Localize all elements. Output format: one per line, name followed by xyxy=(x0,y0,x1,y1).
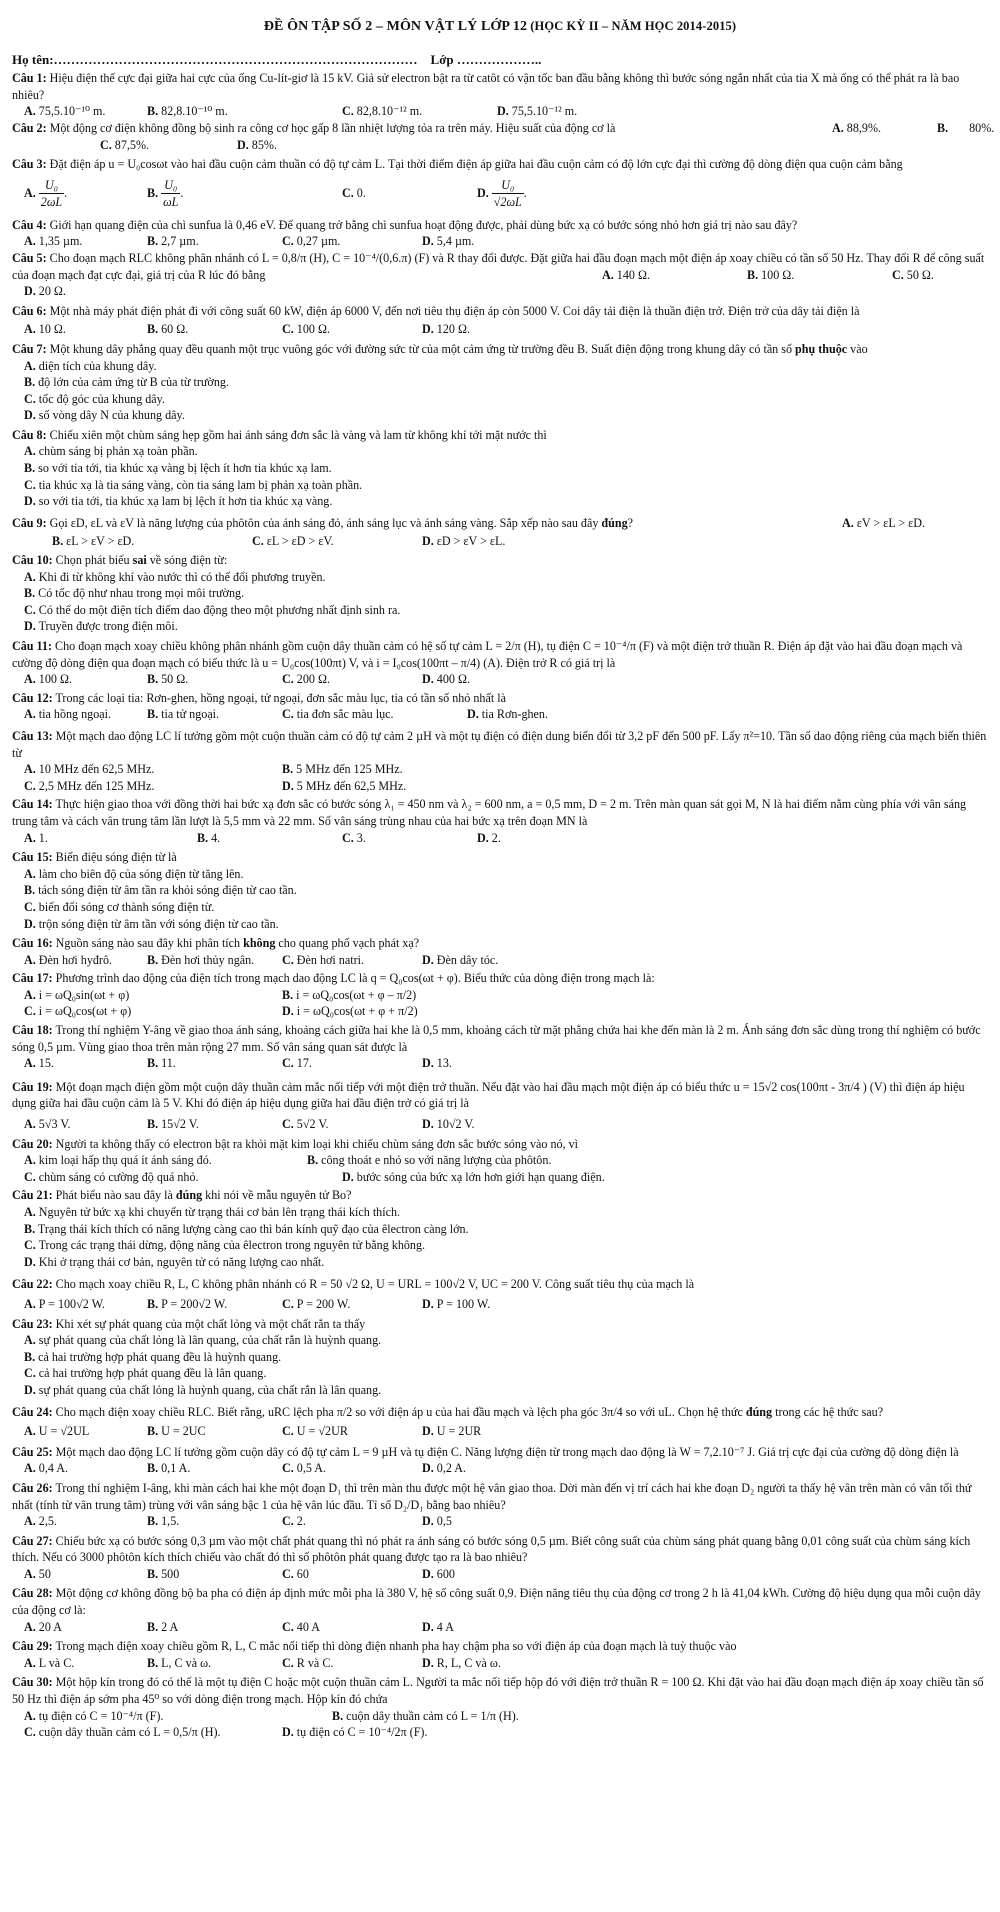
option-a[interactable]: A. diện tích của khung dây. xyxy=(24,358,157,373)
exam-title-main: ĐỀ ÔN TẬP SỐ 2 – MÔN VẬT LÝ LỚP 12 xyxy=(263,19,528,34)
question-number: Câu 5: xyxy=(12,250,47,265)
question-number: Câu 3: xyxy=(12,157,47,172)
options-list xyxy=(24,569,988,635)
question-number: Câu 7: xyxy=(12,341,47,356)
option-d[interactable]: D. 75,5.10⁻¹² m. xyxy=(497,104,578,119)
option-c[interactable]: C. P = 200 W. xyxy=(282,1296,351,1311)
question-27 xyxy=(12,1533,988,1566)
question-12 xyxy=(12,690,988,707)
question-number: Câu 21: xyxy=(12,1188,53,1203)
option-b[interactable]: B. độ lớn của cảm ứng từ B của từ trường. xyxy=(24,375,229,390)
question-1 xyxy=(12,70,988,103)
question-stem: Giới hạn quang điện của chì sunfua là 0,46 eV. Để quang trở bằng chì sunfua hoạt động được, phải dùng bức xạ có bước sóng nhỏ hơn giá trị nào sau đây? xyxy=(46,217,798,232)
question-22 xyxy=(12,1276,988,1293)
option-a[interactable]: A. 50 xyxy=(24,1566,51,1581)
question-number: Câu 26: xyxy=(12,1480,53,1495)
question-24: Câu 24: Cho mạch điện xoay chiều RLC. Biết rằng, uRC lệch pha π/2 so với điện áp u của hai đầu mạch và lệch pha góc 3π/4 so với uL. Chọn hệ thức đúng trong các hệ thức sau? xyxy=(12,1404,884,1419)
option-c[interactable]: C. U = √2UR xyxy=(282,1424,348,1439)
option-d[interactable]: D. trộn sóng điện từ âm tần với sóng điện từ cao tần. xyxy=(24,916,279,931)
option-c[interactable]: C. 82,8.10⁻¹² m. xyxy=(342,104,423,119)
question-number: Câu 18: xyxy=(12,1023,53,1038)
question-stem: Cho đoạn mạch xoay chiều không phân nhánh gồm cuộn dây thuần cảm có hệ số tự cảm L = 2/π (H), tụ điện C = 10⁻⁴/π (F) và một điện trở thuần R. Điện áp đặt vào hai đầu đoạn mạch và cường độ dòng điện qua đoạn mạch có biểu thức là u = U₀cos(100πt) V, và i = I₀cos(100πt – π/4) (A). Điện trở R có giá trị là xyxy=(12,639,963,670)
question-stem: Một khung dây phẳng quay đều quanh một trục vuông góc với đường sức từ của một cảm ứng từ trường đều B. Suất điện động trong khung dây có tần số xyxy=(46,341,796,356)
option-c[interactable]: C. 200 Ω. xyxy=(282,672,330,687)
option-b[interactable]: B. i = ωQ₀cos(ωt + φ – π/2) xyxy=(282,987,417,1002)
option-d[interactable]: D. 4 A xyxy=(422,1619,454,1634)
option-b[interactable]: B. tia tử ngoại. xyxy=(147,707,220,722)
question-number: Câu 24: xyxy=(12,1404,53,1419)
question-number: Câu 25: xyxy=(12,1444,53,1459)
option-c[interactable]: C. 100 Ω. xyxy=(282,322,330,337)
question-stem: Một đoạn mạch điện gồm một cuộn dây thuần cảm mắc nối tiếp với một điện trở thuần. Nếu đặt vào hai đầu mạch một điện áp có biểu thức u = 15√2 cos(100πt - 3π/4 ) (V) thì điện áp hiệu dụng giữa hai đầu cuộn cảm là 5 V. Khi đó điện áp hiệu dụng giữa hai đầu điện trở có giá trị là xyxy=(12,1079,965,1111)
question-stem: Gọi εD, εL và εV là năng lượng của phôtôn của ánh sáng đỏ, ánh sáng lục và ánh sáng vàng. Sắp xếp nào sau đây xyxy=(46,515,602,530)
question-stem: Trong các loại tia: Rơn-ghen, hồng ngoại, tử ngoại, đơn sắc màu lục, tia có tần số nhỏ nhất là xyxy=(52,690,506,705)
option-b[interactable]: B. 100 Ω. xyxy=(747,267,795,282)
options-row xyxy=(12,830,988,847)
question-stem: Chọn phát biểu xyxy=(52,553,133,568)
question-stem: Chiếu bức xạ có bước sóng 0,3 µm vào một chất phát quang thì nó phát ra ánh sáng có bước sóng 0,5 µm. Biết công suất của chùm sáng phát quang bằng 0,01 công suất của chùm sáng kích thích. Nếu có 3000 phôtôn kích thích chiếu vào chất đó thì số phôtôn phát quang được tạo ra là bao nhiêu? xyxy=(12,1533,971,1565)
options-row xyxy=(12,778,988,795)
option-b[interactable]: B. 4. xyxy=(197,830,221,845)
question-17 xyxy=(12,970,988,987)
question-number: Câu 16: xyxy=(12,936,53,951)
option-d[interactable]: D. tia Rơn-ghen. xyxy=(467,707,548,722)
question-number: Câu 13: xyxy=(12,728,53,743)
option-a[interactable]: A. 20 A xyxy=(24,1619,62,1634)
options-row xyxy=(12,1513,988,1530)
options-list xyxy=(24,443,988,509)
option-a[interactable]: A. tụ điện có C = 10⁻⁴/π (F). xyxy=(24,1708,164,1723)
options-row xyxy=(12,761,988,778)
option-d[interactable]: D. 0,5 xyxy=(422,1514,452,1529)
option-a[interactable]: A. 88,9%. xyxy=(832,120,882,135)
question-number: Câu 10: xyxy=(12,553,53,568)
options-row xyxy=(12,283,988,300)
option-d[interactable]: D. bước sóng của bức xạ lớn hơn giới hạn quang điện. xyxy=(342,1169,605,1184)
options-row xyxy=(12,1619,988,1636)
question-number: Câu 29: xyxy=(12,1639,53,1654)
option-b[interactable]: B. tách sóng điện từ âm tần ra khỏi sóng điện từ cao tần. xyxy=(24,883,297,898)
question-number: Câu 17: xyxy=(12,971,53,986)
question-number: Câu 8: xyxy=(12,427,47,442)
options-list xyxy=(24,358,988,424)
question-stem: Nguồn sáng nào sau đây khi phân tích xyxy=(52,936,244,951)
option-d[interactable]: D. tụ điện có C = 10⁻⁴/2π (F). xyxy=(282,1725,428,1740)
question-number: Câu 2: xyxy=(12,120,47,135)
option-d[interactable]: D. 400 Ω. xyxy=(422,672,470,687)
question-stem: Người ta không thấy có electron bật ra khỏi mặt kim loại khi chiếu chùm sáng đơn sắc bước sóng vào nó, vì xyxy=(52,1136,578,1151)
option-a[interactable]: A. εV > εL > εD. xyxy=(842,515,925,530)
question-stem: Cho mạch xoay chiều R, L, C không phân nhánh có R = 50 √2 Ω, U = URL = 100√2 V, UC = 200 V. Công suất tiêu thụ của mạch là xyxy=(52,1277,695,1292)
question-number: Câu 14: xyxy=(12,797,53,812)
question-stem: Một động cơ không đồng bộ ba pha có điện áp định mức mỗi pha là 380 V, hệ số công suất 0,9. Điện năng tiêu thụ của động cơ trong 2 h là 41,04 kWh. Cường độ hiệu dụng qua mỗi cuộn dây của động cơ là: xyxy=(12,1586,981,1618)
question-stem: Một nhà máy phát điện phát đi với công suất 60 kW, điện áp 6000 V, đến nơi tiêu thụ điện áp còn 5000 V. Coi dây tải điện là thuần điện trở. Điện trở của dây tải điện là xyxy=(46,303,860,318)
option-b[interactable]: B. P = 200√2 W. xyxy=(147,1296,228,1311)
options-row xyxy=(12,671,988,688)
question-number: Câu 15: xyxy=(12,850,53,865)
question-18 xyxy=(12,1022,988,1055)
question-16: Câu 16: Nguồn sáng nào sau đây khi phân tích không cho quang phổ vạch phát xạ? xyxy=(12,936,420,951)
question-3 xyxy=(12,156,988,173)
option-c[interactable]: C. 0,5 A. xyxy=(282,1461,327,1476)
options-row xyxy=(12,706,988,723)
option-b[interactable]: B. U = 2UC xyxy=(147,1424,206,1439)
option-b[interactable]: B. 5 MHz đến 125 MHz. xyxy=(282,762,403,777)
option-b[interactable]: B. Đèn hơi thủy ngân. xyxy=(147,952,255,967)
option-b[interactable]: B. Có tốc độ như nhau trong mọi môi trường. xyxy=(24,586,245,601)
option-d[interactable]: D. 5,4 µm. xyxy=(422,234,475,249)
option-c[interactable]: C. cuộn dây thuần cảm có L = 0,5/π (H). xyxy=(24,1725,221,1740)
question-number: Câu 11: xyxy=(12,639,52,653)
option-c[interactable]: C. εL > εD > εV. xyxy=(252,534,334,549)
options-row xyxy=(12,1655,988,1672)
question-stem: Phương trình dao động của điện tích trong mạch dao động LC là q = Q₀cos(ωt + φ). Biểu thức của dòng điện trong mạch là: xyxy=(52,971,655,986)
option-a[interactable]: A. 140 Ω. xyxy=(602,267,650,282)
question-number: Câu 27: xyxy=(12,1533,53,1548)
options-row xyxy=(12,987,988,1004)
question-number: Câu 22: xyxy=(12,1277,53,1292)
option-c[interactable]: C. 40 A xyxy=(282,1619,320,1634)
question-29 xyxy=(12,1638,988,1655)
option-b[interactable]: B. 2 A xyxy=(147,1619,179,1634)
option-a[interactable]: A. P = 100√2 W. xyxy=(24,1296,105,1311)
question-number: Câu 19: xyxy=(12,1079,53,1094)
question-stem: Thực hiện giao thoa với đồng thời hai bức xạ đơn sắc có bước sóng λ₁ = 450 nm và λ₂ = 600 nm, a = 0,5 mm, D = 2 m. Trên màn quan sát gọi M, N là hai điểm nằm cùng phía với vân sáng trung tâm và cách vân trung tâm lần lượt là 5,5 mm và 22 mm. Số vân sáng trùng nhau của hai bức xạ trên đoạn MN là xyxy=(12,797,967,828)
question-stem: Đặt điện áp u = U₀cosωt vào hai đầu cuộn cảm thuần có độ tự cảm L. Tại thời điểm điện áp giữa hai đầu cuộn cảm có độ lớn cực đại thì cường độ dòng điện qua cuộn cảm bằng xyxy=(46,157,903,172)
question-stem: Một mạch dao động LC lí tưởng gồm một cuộn thuần cảm có độ tự cảm 2 µH và một tụ điện có điện dung biến đổi từ 3,2 pF đến 500 pF. Lấy π²=10. Tần số dao động riêng của mạch biến thiên từ xyxy=(12,728,987,760)
options-row xyxy=(12,1460,988,1477)
question-stem: Chiếu xiên một chùm sáng hẹp gồm hai ánh sáng đơn sắc là vàng và lam từ không khí tới mặt nước thì xyxy=(46,427,547,442)
option-d[interactable]: D. 600 xyxy=(422,1566,455,1581)
option-c[interactable]: C. i = ωQ₀cos(ωt + φ) xyxy=(24,1004,132,1019)
options-row xyxy=(12,137,988,154)
question-30 xyxy=(12,1674,988,1707)
option-b[interactable]: B. cuộn dây thuần cảm có L = 1/π (H). xyxy=(332,1708,519,1723)
question-stem: Trong thí nghiệm I-âng, khi màn cách hai khe một đoạn D₁ thì trên màn thu được một hệ vân giao thoa. Dời màn đến vị trí cách hai khe đoạn D₂ người ta thấy hệ vân trên màn có vân tối thứ nhất (tính từ vân trung tâm) trùng với vân sáng bậc 1 của hệ vân lúc đầu. Tỉ số D₂/D₁ bằng bao nhiêu? xyxy=(12,1480,972,1512)
question-stem: Cho mạch điện xoay chiều RLC. Biết rằng, uRC lệch pha π/2 so với điện áp u của hai đầu mạch và lệch pha góc 3π/4 so với uL. Chọn hệ thức xyxy=(52,1404,746,1419)
question-stem: Khi xét sự phát quang của một chất lỏng và một chất rắn ta thấy xyxy=(52,1316,366,1331)
options-list xyxy=(24,866,988,932)
options-row xyxy=(12,1003,988,1020)
question-number: Câu 1: xyxy=(12,71,47,86)
option-c[interactable]: C. 2,5 MHz đến 125 MHz. xyxy=(24,778,155,793)
option-b[interactable]: B. 0,1 A. xyxy=(147,1461,191,1476)
option-a[interactable]: A. tia hồng ngoại. xyxy=(24,707,112,722)
option-b[interactable]: B. 1,5. xyxy=(147,1514,180,1529)
option-a[interactable]: A. 10 MHz đến 62,5 MHz. xyxy=(24,762,155,777)
option-a[interactable]: A. Đèn hơi hyđrô. xyxy=(24,952,113,967)
question-13 xyxy=(12,728,988,761)
options-row xyxy=(12,267,988,284)
question-4 xyxy=(12,217,988,234)
option-a[interactable]: A. 15. xyxy=(24,1056,54,1071)
question-10: Câu 10: Chọn phát biểu sai về sóng điện từ: xyxy=(12,553,228,568)
question-stem: Một hộp kín trong đó có thể là một tụ điện C hoặc một cuộn thuần cảm L. Người ta mắc nối tiếp hộp đó với điện trở thuần R = 100 Ω. Khi đặt vào hai đầu đoạn mạch điện áp xoay chiều tần số 50 Hz thì điện áp sớm pha 45⁰ so với dòng điện trong mạch. Hộp kín đó chứa xyxy=(12,1675,984,1707)
options-row xyxy=(12,233,988,250)
option-d[interactable]: D. U = 2UR xyxy=(422,1424,482,1439)
question-stem: Một động cơ điện không đồng bộ sinh ra công cơ học gấp 8 lần nhiệt lượng tỏa ra trên máy. Hiệu suất của động cơ là xyxy=(46,120,616,135)
option-d[interactable]: D. 0,2 A. xyxy=(422,1461,467,1476)
option-c[interactable]: C. 60 xyxy=(282,1566,309,1581)
option-c[interactable]: C. 0,27 µm. xyxy=(282,234,341,249)
options-row xyxy=(12,1708,988,1725)
option-a[interactable]: A. 0,4 A. xyxy=(24,1461,69,1476)
option-c[interactable]: C. tia đơn sắc màu lục. xyxy=(282,707,394,722)
option-a[interactable]: A. Khi đi từ không khí vào nước thì có thể đổi phương truyền. xyxy=(24,569,326,584)
student-name-line: Họ tên:………………………………………………………………………… Lớp ……………….. xyxy=(12,51,542,67)
option-b[interactable]: B. $\frac{\text{U₀}}{\omega L}$ . xyxy=(147,177,184,210)
question-stem: Trong thí nghiệm Y-âng về giao thoa ánh sáng, khoảng cách giữa hai khe là 0,5 mm, khoảng cách từ mặt phẳng chứa hai khe đến màn là 2 m. Ánh sáng đơn sắc dùng trong thí nghiệm có bước sóng 0,5 µm. Vùng giao thoa trên màn rộng 27 mm. Số vân sáng quan sát được là xyxy=(12,1023,981,1054)
question-number: Câu 28: xyxy=(12,1586,53,1601)
option-c[interactable]: C. 87,5%. xyxy=(100,137,150,152)
option-c[interactable]: C. biến đổi sóng cơ thành sóng điện từ. xyxy=(24,899,215,914)
option-b[interactable]: B. 2,7 µm. xyxy=(147,234,199,249)
question-stem: Biến điệu sóng điện từ là xyxy=(52,850,177,865)
option-d[interactable]: D. 120 Ω. xyxy=(422,322,470,337)
option-a[interactable]: A. Nguyên tử bức xạ khi chuyển từ trạng thái cơ bản lên trạng thái kích thích. xyxy=(24,1205,401,1219)
option-a[interactable]: A. sự phát quang của chất lỏng là lân quang, của chất rắn là huỳnh quang. xyxy=(24,1333,382,1348)
option-c[interactable]: C. 5√2 V. xyxy=(282,1117,329,1132)
option-d[interactable]: D. Truyền được trong điện môi. xyxy=(24,619,178,634)
option-b[interactable]: B. 11. xyxy=(147,1056,176,1071)
option-d[interactable]: D. sự phát quang của chất lỏng là huỳnh quang, của chất rắn là lân quang. xyxy=(24,1382,382,1397)
option-a[interactable]: A. i = ωQ₀sin(ωt + φ) xyxy=(24,987,130,1002)
question-15 xyxy=(12,849,988,866)
option-b[interactable]: B. 500 xyxy=(147,1566,180,1581)
question-stem: Hiệu điện thế cực đại giữa hai cực của ống Cu-lít-giơ là 15 kV. Giả sử electron bật ra từ catôt có vận tốc ban đầu bằng không thì bước sóng ngắn nhất của tia X mà ống có thể phát ra là bao nhiêu? xyxy=(12,71,960,102)
options-row xyxy=(12,1169,988,1186)
option-c[interactable]: C. chùm sáng có cường độ quá nhỏ. xyxy=(24,1169,199,1184)
option-b[interactable]: B. 60 Ω. xyxy=(147,322,189,337)
option-a[interactable]: A. 100 Ω. xyxy=(24,672,72,687)
option-a[interactable]: A. 10 Ω. xyxy=(24,322,66,337)
option-a[interactable]: A. 2,5. xyxy=(24,1514,57,1529)
option-a[interactable]: A. kim loại hấp thụ quá ít ánh sáng đó. xyxy=(24,1153,212,1168)
option-a[interactable]: A. U = √2UL xyxy=(24,1424,90,1439)
option-d[interactable]: D. Khi ở trạng thái cơ bản, nguyên tử có năng lượng cao nhất. xyxy=(24,1254,325,1269)
option-a[interactable]: A. 1. xyxy=(24,830,48,845)
question-6 xyxy=(12,303,988,320)
option-a[interactable]: A. 5√3 V. xyxy=(24,1117,71,1132)
option-d[interactable]: D. 13. xyxy=(422,1056,452,1071)
options-row xyxy=(12,103,988,120)
option-b[interactable]: B. cả hai trường hợp phát quang đều là huỳnh quang. xyxy=(24,1349,282,1364)
question-9: Câu 9: Gọi εD, εL và εV là năng lượng của phôtôn của ánh sáng đỏ, ánh sáng lục và ánh sáng vàng. Sắp xếp nào sau đây đúng? A. εV > εL > εD. xyxy=(12,515,925,530)
question-14 xyxy=(12,796,988,829)
option-d[interactable]: D. R, L, C và ω. xyxy=(422,1655,501,1670)
question-7: Câu 7: Một khung dây phẳng quay đều quanh một trục vuông góc với đường sức từ của một cảm ứng từ trường đều B. Suất điện động trong khung dây có tần số phụ thuộc vào xyxy=(12,341,868,356)
options-row xyxy=(12,1724,988,1741)
question-26 xyxy=(12,1480,988,1513)
question-25 xyxy=(12,1444,988,1461)
option-d[interactable]: D. i = ωQ₀cos(ωt + φ + π/2) xyxy=(282,1004,418,1019)
option-d[interactable]: D. Đèn dây tóc. xyxy=(422,952,499,967)
option-c[interactable]: C. 3. xyxy=(342,830,366,845)
option-d[interactable]: D. εD > εV > εL. xyxy=(422,534,506,549)
options-row xyxy=(12,321,988,338)
question-8 xyxy=(12,427,988,444)
question-number: Câu 6: xyxy=(12,303,47,318)
option-c[interactable]: C. Đèn hơi natri. xyxy=(282,952,364,967)
option-b[interactable]: B. εL > εV > εD. xyxy=(52,534,135,549)
option-c[interactable]: C. Có thể do một điện tích điểm dao động theo một phương nhất định sinh ra. xyxy=(24,602,401,617)
question-28 xyxy=(12,1585,988,1618)
options-row xyxy=(12,1055,988,1072)
options-row xyxy=(12,173,988,213)
question-19 xyxy=(12,1079,988,1112)
options-row xyxy=(12,1296,988,1313)
options-row xyxy=(12,1566,988,1583)
option-a[interactable]: A. L và C. xyxy=(24,1655,75,1670)
option-b[interactable]: B. 82,8.10⁻¹⁰ m. xyxy=(147,104,228,119)
question-stem: Phát biểu nào sau đây là xyxy=(52,1188,176,1203)
option-b[interactable]: B. so với tia tới, tia khúc xạ vàng bị lệch ít hơn tia khúc xạ lam. xyxy=(24,461,332,476)
option-c[interactable]: C. Trong các trạng thái dừng, động năng của êlectron trong nguyên tử bằng không. xyxy=(24,1238,426,1253)
option-c[interactable]: C. 17. xyxy=(282,1056,312,1071)
option-c[interactable]: C. 2. xyxy=(282,1514,306,1529)
option-c[interactable]: C. 50 Ω. xyxy=(892,267,934,282)
option-b[interactable]: B. Trạng thái kích thích có năng lượng càng cao thì bán kính quỹ đạo của êlectron càng lớn. xyxy=(24,1221,469,1236)
options-row xyxy=(12,1423,988,1440)
question-20 xyxy=(12,1136,988,1153)
question-2 xyxy=(12,120,995,137)
options-list xyxy=(24,1204,988,1270)
option-b[interactable]: B. công thoát e nhỏ so với năng lượng của phôtôn. xyxy=(307,1153,552,1168)
question-11 xyxy=(12,638,988,671)
options-row xyxy=(12,1152,988,1169)
question-number: Câu 20: xyxy=(12,1136,53,1151)
option-d[interactable]: D. P = 100 W. xyxy=(422,1296,491,1311)
question-number: Câu 30: xyxy=(12,1675,53,1690)
option-c[interactable]: C. 0. xyxy=(342,185,366,200)
option-c[interactable]: C. cả hai trường hợp phát quang đều là lân quang. xyxy=(24,1366,267,1381)
option-a[interactable]: A. chùm sáng bị phản xạ toàn phần. xyxy=(24,444,198,459)
options-row xyxy=(12,1116,988,1133)
question-number: Câu 4: xyxy=(12,217,47,232)
option-b[interactable]: B. 15√2 V. xyxy=(147,1117,199,1132)
option-d[interactable]: D. 10√2 V. xyxy=(422,1117,475,1132)
option-b[interactable]: B. L, C và ω. xyxy=(147,1655,212,1670)
option-a[interactable]: A. làm cho biên độ của sóng điện từ tăng lên. xyxy=(24,866,244,881)
question-number: Câu 23: xyxy=(12,1316,53,1331)
options-row xyxy=(12,952,988,969)
option-b[interactable]: B. 80%. xyxy=(937,120,995,135)
option-d[interactable]: D. 20 Ω. xyxy=(24,284,66,299)
exam-title xyxy=(12,18,988,36)
option-a[interactable]: A. 1,35 µm. xyxy=(24,234,83,249)
question-number: Câu 9: xyxy=(12,515,47,530)
question-stem: Cho đoạn mạch RLC không phân nhánh có L = 0,8/π (H), C = 10⁻⁴/(0,6.π) (F) và R thay đổi được. Đặt giữa hai đầu đoạn mạch một điện áp xoay chiều có tần số 50 Hz. Thay đổi R để công suất của đoạn mạch đạt cực đại, giá trị của R lúc đó bằng xyxy=(12,250,985,282)
option-a[interactable]: A. 75,5.10⁻¹⁰ m. xyxy=(24,104,106,119)
option-c[interactable]: C. R và C. xyxy=(282,1655,334,1670)
question-stem: Một mạch dao động LC lí tưởng gồm cuộn dây có độ tự cảm L = 9 µH và tụ điện C. Năng lượng điện từ trong mạch dao động là W = 7,2.10⁻⁷ J. Giá trị cực đại của cường độ dòng điện là xyxy=(52,1444,959,1459)
question-23 xyxy=(12,1316,988,1333)
question-stem: Trong mạch điện xoay chiều gồm R, L, C mắc nối tiếp thì dòng điện nhanh pha hay chậm pha so với điện áp của đoạn mạch là tuỳ thuộc vào xyxy=(52,1639,737,1654)
question-number: Câu 12: xyxy=(12,690,53,705)
option-c[interactable]: C. tốc độ góc của khung dây. xyxy=(24,391,165,406)
exam-title-sub: (HỌC KỲ II – NĂM HỌC 2014-2015) xyxy=(527,19,737,33)
option-d[interactable]: D. $\frac{\text{U₀}}{√2\omega L}$ . xyxy=(477,177,527,210)
options-list xyxy=(24,1332,988,1398)
option-d[interactable]: D. 2. xyxy=(477,830,501,845)
option-a[interactable]: A. $\frac{\text{U₀}}{2\omega L}$ . xyxy=(24,177,68,210)
option-d[interactable]: D. so với tia tới, tia khúc xạ lam bị lệch ít hơn tia khúc xạ vàng. xyxy=(24,494,333,509)
option-b[interactable]: B. 50 Ω. xyxy=(147,672,189,687)
option-d[interactable]: D. số vòng dây N của khung dây. xyxy=(24,408,185,423)
option-d[interactable]: D. 5 MHz đến 62,5 MHz. xyxy=(282,778,407,793)
option-d[interactable]: D. 85%. xyxy=(237,137,277,152)
option-c[interactable]: C. tia khúc xạ là tia sáng vàng, còn tia sáng lam bị phản xạ toàn phần. xyxy=(24,477,363,492)
question-21: Câu 21: Phát biểu nào sau đây là đúng khi nói về mẫu nguyên tử Bo? xyxy=(12,1188,352,1203)
options-row xyxy=(12,533,988,550)
